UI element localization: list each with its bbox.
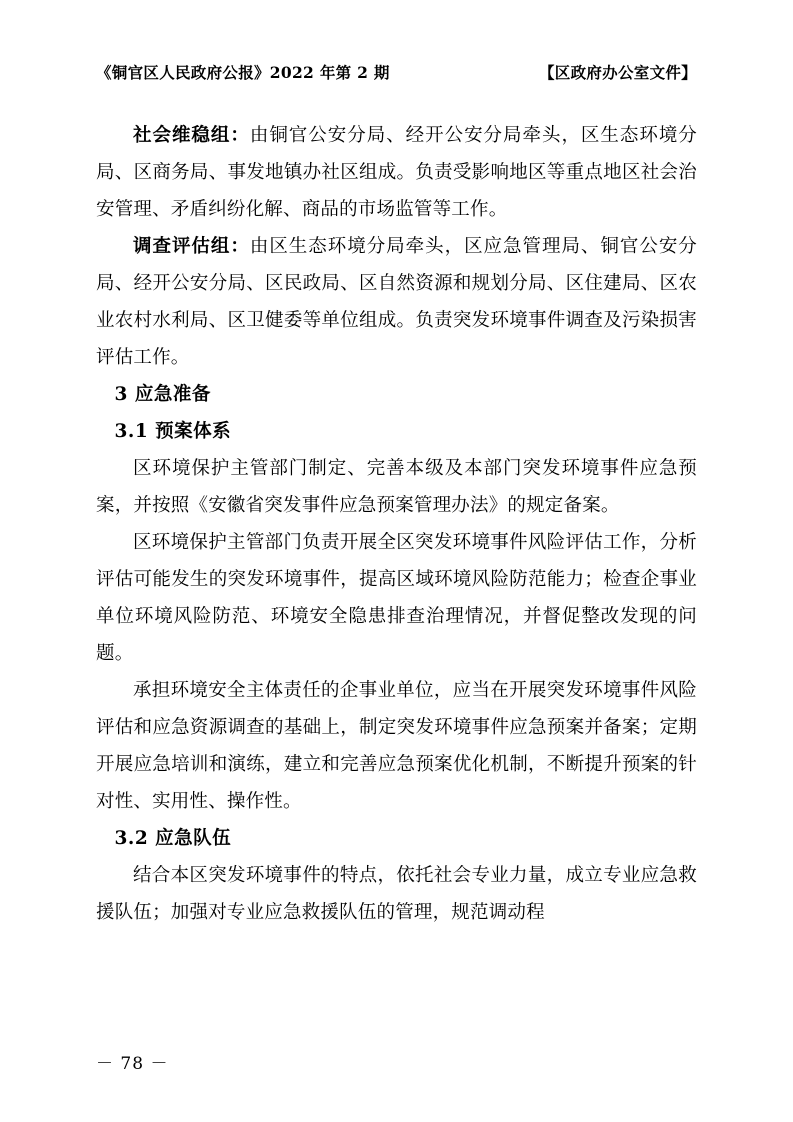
header-publication-title: 《铜官区人民政府公报》2022 年第 2 期	[96, 63, 390, 82]
heading-section-3-1: 3.1 预案体系	[114, 421, 232, 442]
paragraph-text-investigation: 由区生态环境分局牵头，区应急管理局、铜官公安分局、经开公安分局、区民政局、区自然资源和规划分局、区住建局、区农业农村水利局、区卫健委等单位组成。负责突发环境事件调查及污染损害评估工作。	[96, 236, 698, 368]
paragraph-3-2-1: 结合本区突发环境事件的特点，依托社会专业力量，成立专业应急救援队伍；加强对专业应急救援队伍的管理，规范调动程	[96, 865, 697, 923]
paragraph-3-1-2: 区环境保护主管部门负责开展全区突发环境事件风险评估工作，分析评估可能发生的突发环境事件，提高区域环境风险防范能力；检查企事业单位环境风险防范、环境安全隐患排查治理情况，并督促整改发现的问题。	[96, 532, 697, 664]
page-header	[96, 61, 697, 83]
paragraph-text-social-stability: 由铜官公安分局、经开公安分局牵头，区生态环境分局、区商务局、事发地镇办社区组成。负责受影响地区等重点地区社会治安管理、矛盾纠纷化解、商品的市场监管等工作。	[96, 125, 698, 220]
heading-section-3-2: 3.2 应急队伍	[114, 828, 232, 849]
paragraph-lead-investigation: 调查评估组：	[133, 236, 250, 257]
paragraph-3-1-3: 承担环境安全主体责任的企事业单位，应当在开展突发环境事件风险评估和应急资源调查的基础上，制定突发环境事件应急预案并备案；定期开展应急培训和演练，建立和完善应急预案优化机制，不断提升预案的针对性、实用性、操作性。	[96, 680, 697, 812]
heading-section-3: 3 应急准备	[114, 384, 211, 405]
page-body	[96, 117, 697, 931]
paragraph-investigation-group	[96, 228, 697, 376]
page-number: － 78 －	[96, 1054, 169, 1074]
paragraph-3-1-1: 区环境保护主管部门制定、完善本级及本部门突发环境事件应急预案，并按照《安徽省突发事件应急预案管理办法》的规定备案。	[96, 458, 697, 516]
paragraph-lead-social-stability: 社会维稳组：	[133, 125, 250, 146]
header-document-category: 【区政府办公室文件】	[538, 63, 697, 82]
paragraph-social-stability-group	[96, 117, 697, 228]
